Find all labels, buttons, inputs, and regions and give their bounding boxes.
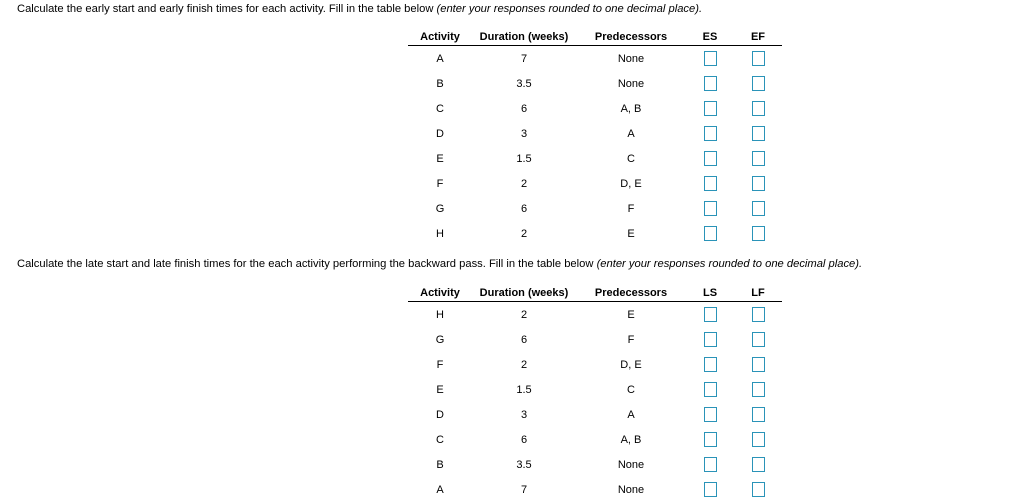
duration-cell: 3: [520, 127, 528, 140]
ef-input[interactable]: [752, 76, 765, 91]
table-row: [408, 96, 782, 121]
lf-input[interactable]: [752, 457, 765, 472]
lf-cell: [734, 357, 782, 372]
lf-cell: [734, 482, 782, 497]
es-cell: [686, 51, 734, 66]
late-times-table: [408, 284, 782, 502]
table-row: [408, 71, 782, 96]
ef-input[interactable]: [752, 101, 765, 116]
predecessors-cell: D, E: [620, 177, 642, 190]
predecessors-cell: A, B: [620, 102, 642, 115]
activity-cell: E: [436, 383, 444, 396]
activity-cell: B: [436, 458, 444, 471]
lf-input[interactable]: [752, 332, 765, 347]
instruction-text: Calculate the late start and late finish times for the each activity performing the backward pass. Fill in the table below: [17, 258, 597, 270]
ef-input[interactable]: [752, 226, 765, 241]
ls-input[interactable]: [704, 457, 717, 472]
lf-cell: [734, 307, 782, 322]
predecessors-cell: None: [617, 77, 645, 90]
activity-cell: A: [436, 483, 444, 496]
predecessors-cell: A, B: [620, 433, 642, 446]
early-times-instruction: [17, 2, 702, 16]
es-cell: [686, 226, 734, 241]
table-row: [408, 452, 782, 477]
lf-cell: [734, 432, 782, 447]
table-row: [408, 171, 782, 196]
duration-cell: 3: [520, 408, 528, 421]
ls-input[interactable]: [704, 307, 717, 322]
duration-cell: 7: [520, 52, 528, 65]
lf-input[interactable]: [752, 482, 765, 497]
duration-cell: 3.5: [516, 458, 532, 471]
es-cell: [686, 176, 734, 191]
activity-cell: B: [436, 77, 444, 90]
ef-input[interactable]: [752, 51, 765, 66]
ef-cell: [734, 201, 782, 216]
duration-cell: 1.5: [516, 152, 532, 165]
ls-cell: [686, 482, 734, 497]
duration-cell: 6: [520, 333, 528, 346]
duration-cell: 6: [520, 433, 528, 446]
early-times-table: [408, 28, 782, 246]
activity-cell: C: [436, 433, 444, 446]
predecessors-cell: A: [627, 408, 635, 421]
activity-cell: F: [436, 358, 444, 371]
duration-cell: 6: [520, 102, 528, 115]
es-cell: [686, 151, 734, 166]
lf-cell: [734, 407, 782, 422]
ls-input[interactable]: [704, 407, 717, 422]
ef-cell: [734, 176, 782, 191]
table-row: [408, 146, 782, 171]
predecessors-cell: E: [627, 227, 635, 240]
activity-cell: F: [436, 177, 444, 190]
table-row: [408, 427, 782, 452]
activity-cell: E: [436, 152, 444, 165]
ls-cell: [686, 407, 734, 422]
lf-input[interactable]: [752, 307, 765, 322]
duration-cell: 2: [520, 358, 528, 371]
duration-cell: 2: [520, 227, 528, 240]
ls-cell: [686, 382, 734, 397]
duration-cell: 7: [520, 483, 528, 496]
es-input[interactable]: [704, 126, 717, 141]
ef-header: EF: [750, 30, 766, 43]
ls-header: LS: [702, 286, 718, 299]
es-header: ES: [702, 30, 718, 43]
table-row: [408, 121, 782, 146]
ef-input[interactable]: [752, 176, 765, 191]
ls-input[interactable]: [704, 357, 717, 372]
ls-cell: [686, 307, 734, 322]
instruction-text: Calculate the early start and early finish times for each activity. Fill in the table below: [17, 3, 437, 15]
ls-cell: [686, 332, 734, 347]
lf-input[interactable]: [752, 432, 765, 447]
predecessors-cell: C: [627, 152, 635, 165]
lf-header: LF: [751, 286, 765, 299]
es-input[interactable]: [704, 151, 717, 166]
predecessors-cell: E: [627, 308, 635, 321]
activity-cell: G: [435, 202, 445, 215]
ef-cell: [734, 76, 782, 91]
activity-cell: A: [436, 52, 444, 65]
predecessors-cell: C: [627, 383, 635, 396]
predecessors-cell: None: [617, 52, 645, 65]
ef-cell: [734, 101, 782, 116]
es-input[interactable]: [704, 176, 717, 191]
es-input[interactable]: [704, 51, 717, 66]
activity-cell: D: [436, 127, 444, 140]
es-input[interactable]: [704, 76, 717, 91]
ef-cell: [734, 51, 782, 66]
lf-cell: [734, 457, 782, 472]
table-row: [408, 302, 782, 327]
ls-input[interactable]: [704, 382, 717, 397]
lf-input[interactable]: [752, 407, 765, 422]
ef-cell: [734, 226, 782, 241]
ef-cell: [734, 126, 782, 141]
predecessors-cell: None: [617, 483, 645, 496]
table-row: [408, 377, 782, 402]
table-body: [408, 46, 782, 246]
es-cell: [686, 201, 734, 216]
predecessors-cell: D, E: [620, 358, 642, 371]
activity-cell: H: [436, 227, 444, 240]
duration-cell: 2: [520, 308, 528, 321]
activity-header: Activity: [420, 30, 460, 43]
es-cell: [686, 101, 734, 116]
table-row: [408, 352, 782, 377]
es-input[interactable]: [704, 226, 717, 241]
lf-input[interactable]: [752, 382, 765, 397]
table-header: [408, 28, 782, 46]
ls-cell: [686, 432, 734, 447]
table-header: [408, 284, 782, 302]
table-body: [408, 302, 782, 502]
es-cell: [686, 126, 734, 141]
activity-cell: C: [436, 102, 444, 115]
lf-cell: [734, 382, 782, 397]
ef-input[interactable]: [752, 151, 765, 166]
instruction-note: (enter your responses rounded to one decimal place).: [436, 3, 703, 15]
predecessors-header: Predecessors: [594, 30, 668, 43]
table-row: [408, 327, 782, 352]
table-row: [408, 477, 782, 502]
es-cell: [686, 76, 734, 91]
es-input[interactable]: [704, 101, 717, 116]
predecessors-cell: A: [627, 127, 635, 140]
predecessors-header: Predecessors: [594, 286, 668, 299]
predecessors-cell: F: [627, 333, 635, 346]
ef-input[interactable]: [752, 201, 765, 216]
ls-cell: [686, 357, 734, 372]
duration-header: Duration (weeks): [479, 30, 569, 43]
ls-input[interactable]: [704, 482, 717, 497]
es-input[interactable]: [704, 201, 717, 216]
activity-cell: H: [436, 308, 444, 321]
ef-cell: [734, 151, 782, 166]
instruction-note: (enter your responses rounded to one decimal place).: [596, 258, 863, 270]
activity-cell: D: [436, 408, 444, 421]
duration-cell: 6: [520, 202, 528, 215]
activity-cell: G: [435, 333, 445, 346]
activity-header: Activity: [420, 286, 460, 299]
lf-input[interactable]: [752, 357, 765, 372]
predecessors-cell: None: [617, 458, 645, 471]
table-row: [408, 402, 782, 427]
table-row: [408, 46, 782, 71]
ef-input[interactable]: [752, 126, 765, 141]
ls-input[interactable]: [704, 432, 717, 447]
late-times-instruction: [17, 257, 862, 271]
duration-header: Duration (weeks): [479, 286, 569, 299]
predecessors-cell: F: [627, 202, 635, 215]
lf-cell: [734, 332, 782, 347]
duration-cell: 2: [520, 177, 528, 190]
table-row: [408, 196, 782, 221]
ls-cell: [686, 457, 734, 472]
ls-input[interactable]: [704, 332, 717, 347]
duration-cell: 3.5: [516, 77, 532, 90]
duration-cell: 1.5: [516, 383, 532, 396]
table-row: [408, 221, 782, 246]
